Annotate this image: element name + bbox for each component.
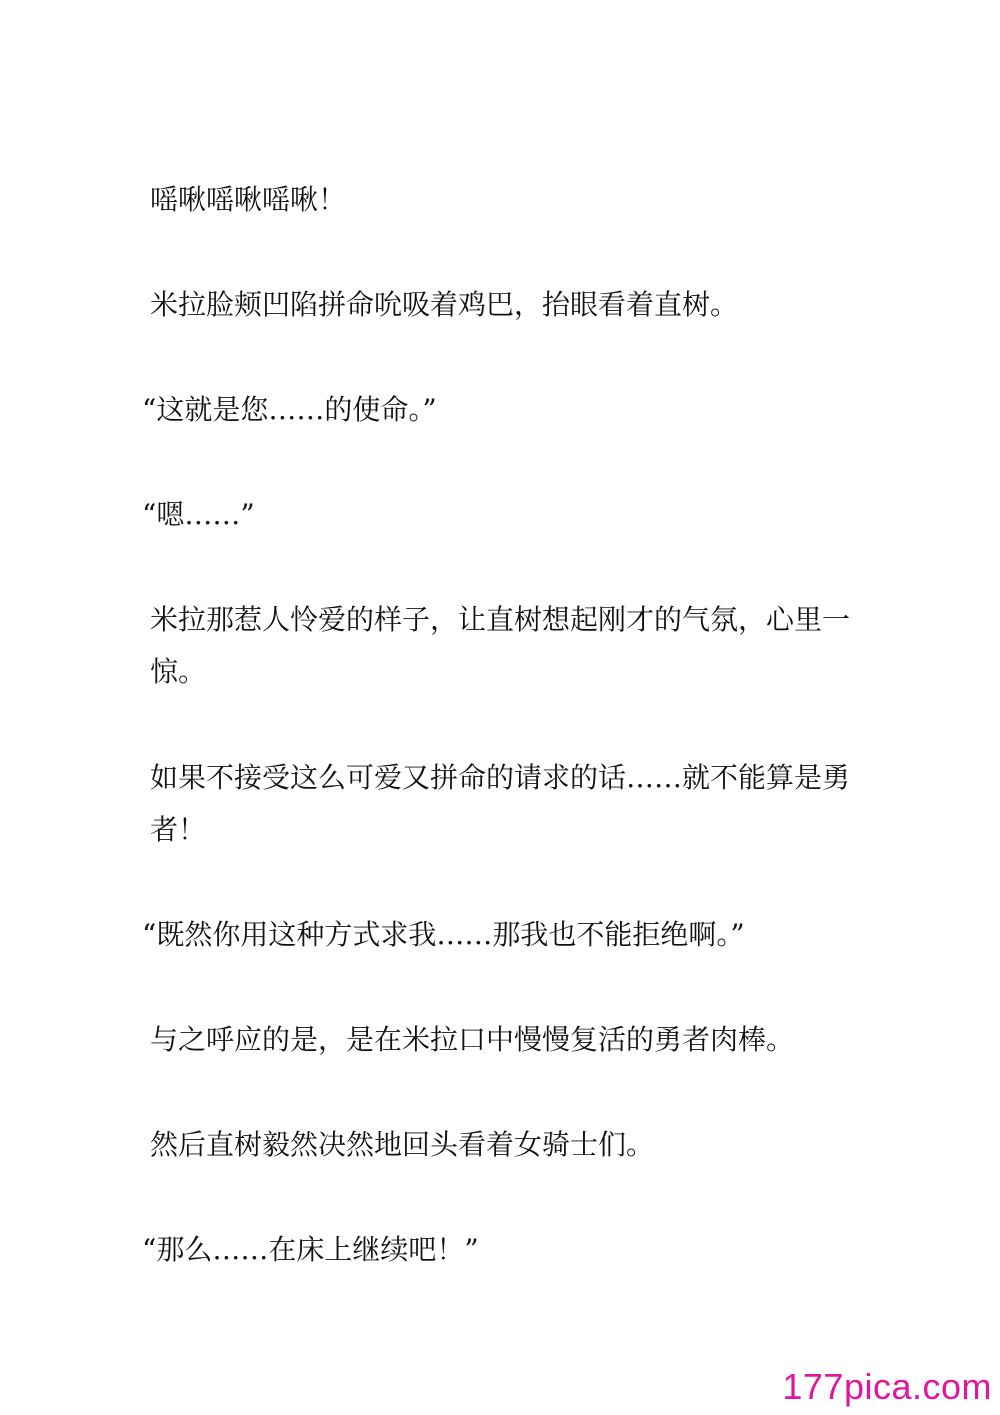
paragraph: 嗂啾嗂啾嗂啾！ — [150, 183, 347, 216]
paragraph: “这就是您……的使命。” — [142, 393, 437, 426]
paragraph: 米拉那惹人怜爱的样子，让直树想起刚才的气氛，心里一惊。 — [150, 603, 851, 688]
paragraph: 与之呼应的是，是在米拉口中慢慢复活的勇者肉棒。 — [150, 1023, 795, 1056]
paragraph: “嗯……” — [142, 498, 255, 531]
paragraph: “那么……在床上继续吧！” — [142, 1233, 479, 1266]
paragraph: 米拉脸颊凹陷拼命吮吸着鸡巴，抬眼看着直树。 — [150, 288, 739, 321]
paragraph: 然后直树毅然决然地回头看着女骑士们。 — [150, 1128, 655, 1161]
paragraph: 如果不接受这么可爱又拼命的请求的话……就不能算是勇者！ — [150, 761, 851, 846]
watermark: 177pica.com — [782, 1366, 992, 1407]
paragraph: “既然你用这种方式求我……那我也不能拒绝啊。” — [142, 918, 745, 951]
